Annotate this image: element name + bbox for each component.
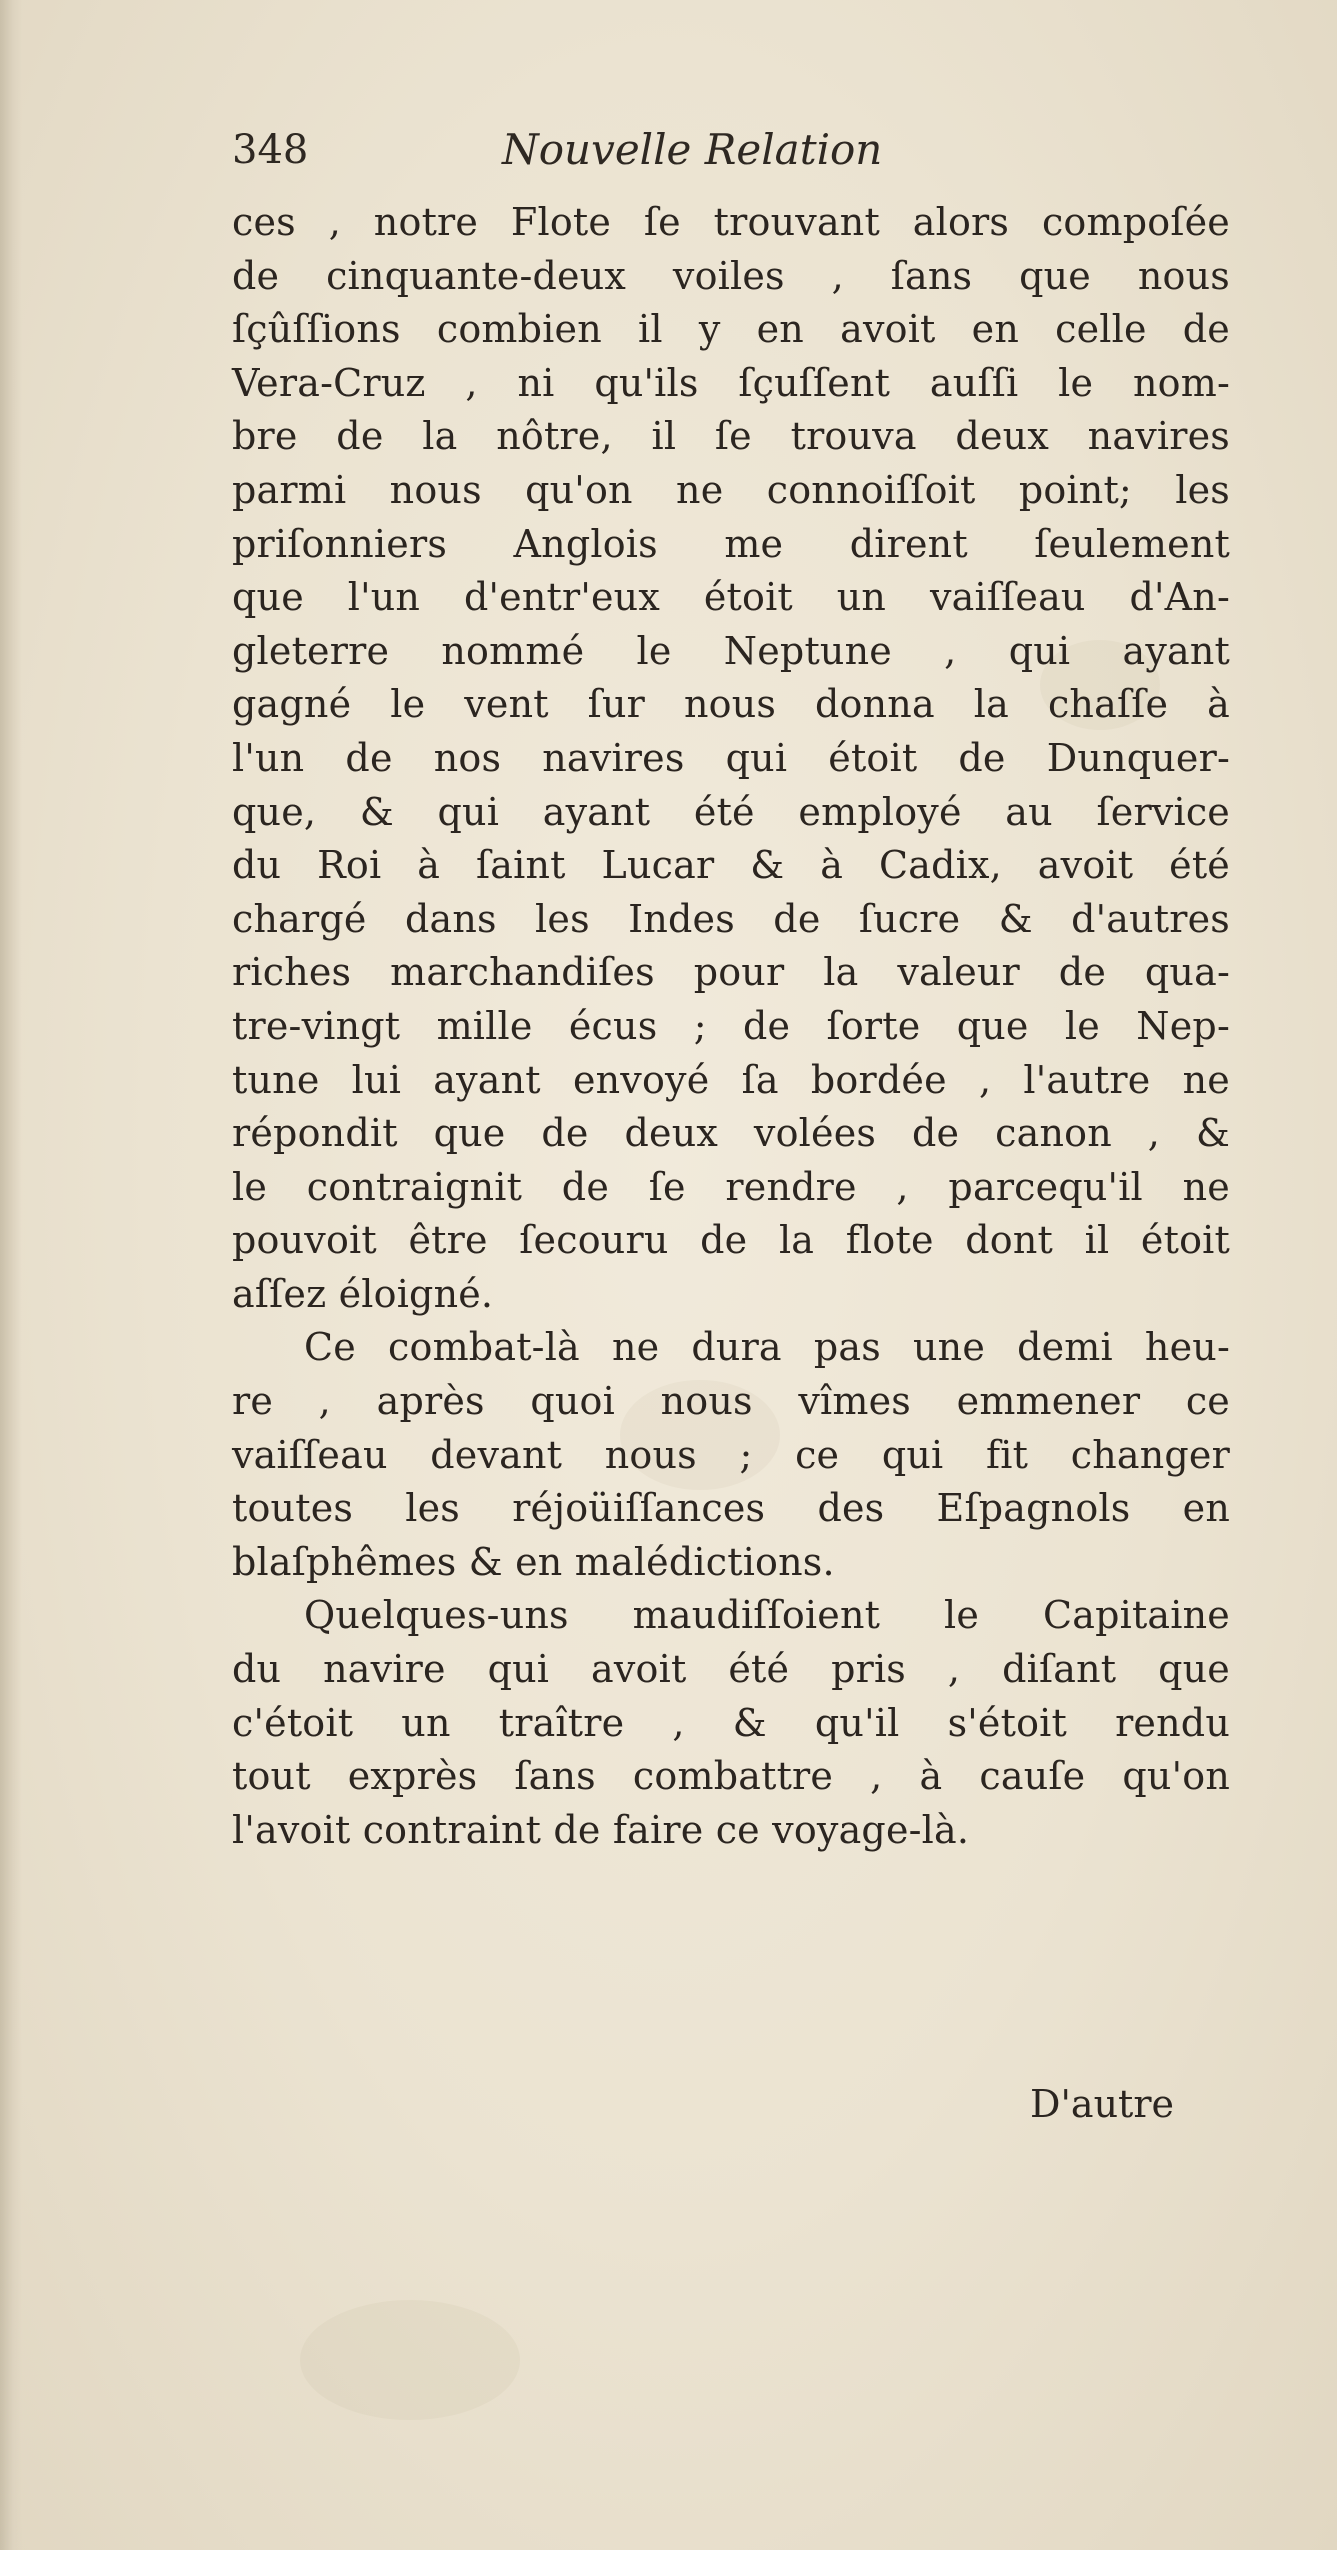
binding-gutter [0,0,22,2550]
body-text [232,196,1230,1857]
text-line: de cinquante-deux voiles , ſans que nous [232,253,1230,298]
text-line: parmi nous qu'on ne connoiſſoit point; les [232,467,1230,512]
text-line: Ce combat-là ne dura pas une demi heu- [304,1325,1230,1370]
text-line: chargé dans les Indes de ſucre & d'autres [232,896,1230,941]
text-line: que, & qui ayant été employé au ſervice [232,789,1230,834]
text-line: bre de la nôtre, il ſe trouva deux navires [232,414,1230,459]
text-line: tout exprès ſans combattre , à cauſe qu'on [232,1754,1230,1799]
text-line: ſçûſſions combien il y en avoit en celle de [232,307,1230,352]
text-line: re , après quoi nous vîmes emmener ce [232,1379,1230,1424]
text-line: du navire qui avoit été pris , diſant que [232,1647,1230,1692]
text-line: vaiſſeau devant nous ; ce qui fit changer [232,1432,1230,1477]
text-line: du Roi à ſaint Lucar & à Cadix, avoit été [232,843,1230,888]
text-line: ces , notre Flote ſe trouvant alors compoſée [232,200,1230,244]
text-line: gagné le vent ſur nous donna la chaſſe à [232,682,1230,727]
running-title: Nouvelle Relation [502,125,883,174]
text-line: l'un de nos navires qui étoit de Dunquer- [232,735,1230,780]
text-line: l'avoit contraint de faire ce voyage-là. [232,1807,970,1852]
catchword: D'autre [1030,2082,1174,2126]
text-line: pouvoit être ſecouru de la flote dont il étoit [232,1218,1230,1263]
text-line: que l'un d'entr'eux étoit un vaiſſeau d'An- [232,575,1230,620]
text-line: gleterre nommé le Neptune , qui ayant [232,628,1230,673]
text-line: blaſphêmes & en malédictions. [232,1539,835,1584]
text-line: toutes les réjoüiſſances des Eſpagnols en [232,1486,1230,1531]
page-header [232,120,1052,190]
text-line: Vera-Cruz , ni qu'ils ſçuſſent auſſi le nom- [232,360,1230,405]
paper-stain [300,2300,520,2420]
text-line: riches marchandiſes pour la valeur de qua- [232,950,1230,995]
text-line: tre-vingt mille écus ; de ſorte que le Nep- [232,1003,1230,1048]
text-line: Quelques-uns maudiſſoient le Capitaine [304,1593,1230,1638]
text-line: c'étoit un traître , & qu'il s'étoit rendu [232,1700,1230,1745]
text-line: tune lui ayant envoyé ſa bordée , l'autre ne [232,1057,1230,1102]
page-number: 348 [232,127,309,173]
text-line: répondit que de deux volées de canon , & [232,1111,1230,1156]
text-line: priſonniers Anglois me dirent ſeulement [232,521,1230,566]
text-line: le contraignit de ſe rendre , parcequ'il ne [232,1164,1230,1209]
text-line: aſſez éloigné. [232,1271,494,1316]
